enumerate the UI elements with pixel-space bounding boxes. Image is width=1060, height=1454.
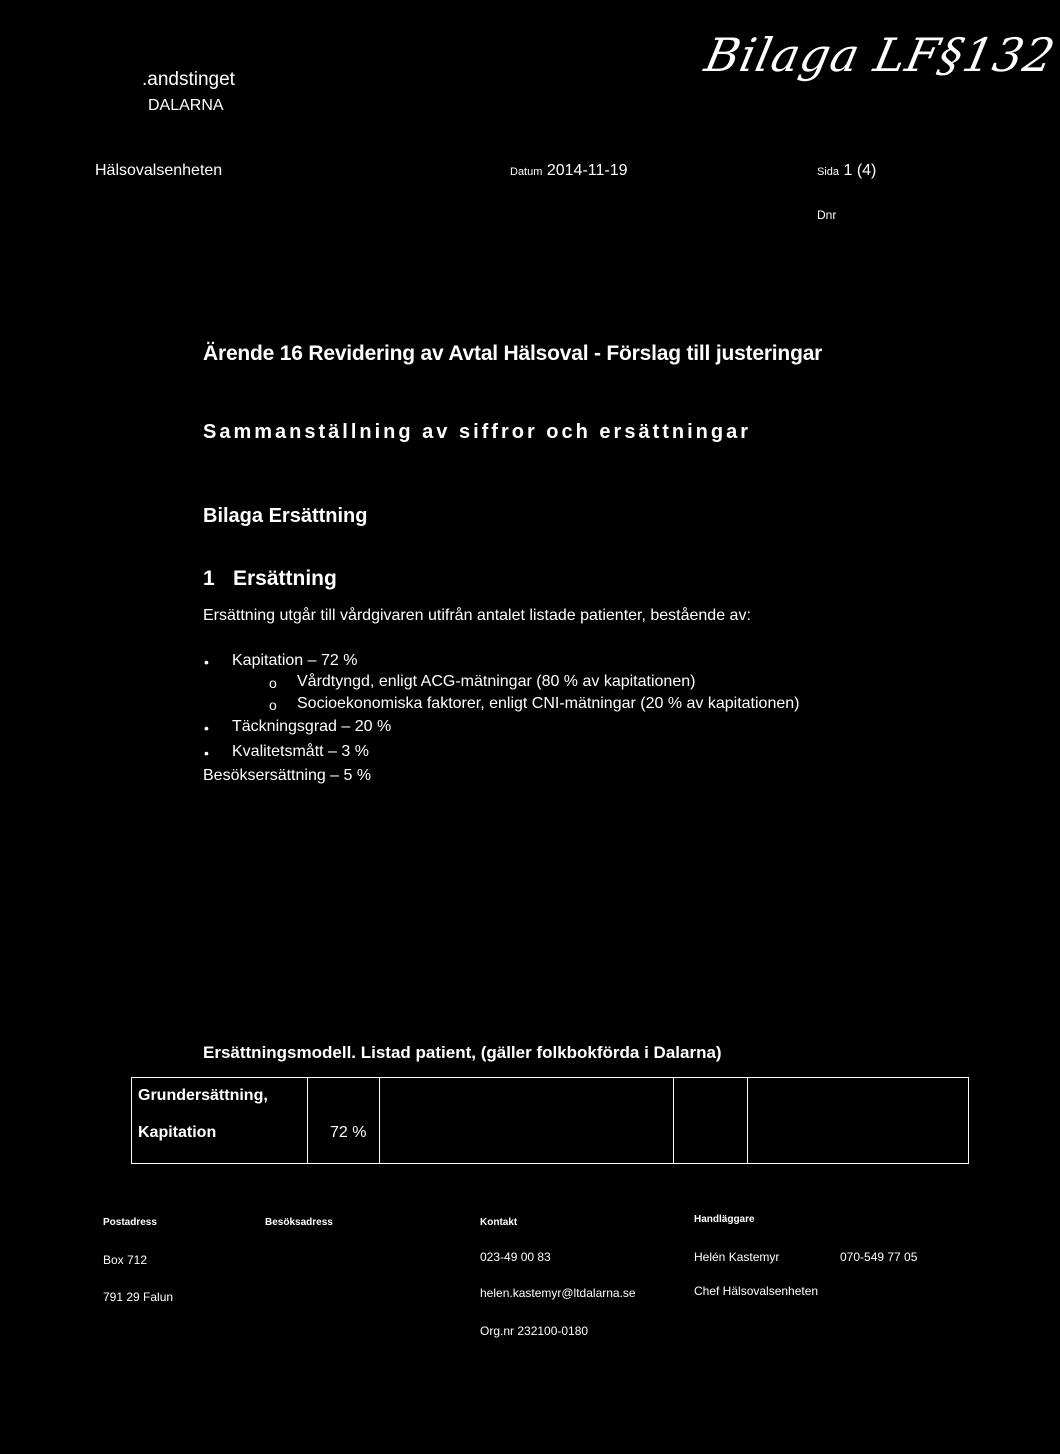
- footer-postnr: 791 29 Falun: [103, 1290, 174, 1304]
- model-caption: Ersättningsmodell. Listad patient, (gäller folkbokförda i Dalarna): [203, 1043, 722, 1062]
- footer-handler-name: Helén Kastemyr: [694, 1250, 780, 1264]
- bullet-marker: •: [204, 720, 209, 736]
- table-cell-label: [132, 1078, 308, 1164]
- date-label: Datum: [510, 166, 543, 178]
- department-name: Hälsovalsenheten: [95, 162, 223, 179]
- footer-postadress-label: Postadress: [103, 1217, 157, 1228]
- list-item: [269, 673, 696, 691]
- page-number: [817, 162, 876, 180]
- row-label-line2: Kapitation: [138, 1124, 217, 1141]
- footer-orgnr: Org.nr 232100-0180: [480, 1324, 589, 1338]
- footer-box: Box 712: [103, 1253, 148, 1267]
- org-logo-line1: .andstinget: [142, 69, 235, 90]
- footer-handler-title: Chef Hälsovalsenheten: [694, 1284, 819, 1298]
- page-label: Sida: [817, 166, 840, 178]
- list-item-text: Täckningsgrad – 20 %: [232, 718, 392, 735]
- footer-besoksadress-label: Besöksadress: [265, 1217, 333, 1228]
- bullet-marker: o: [269, 697, 277, 713]
- table-cell-empty: [380, 1078, 674, 1164]
- table-cell-empty: [674, 1078, 748, 1164]
- list-item: [204, 652, 358, 670]
- row-value: 72 %: [330, 1124, 367, 1141]
- date-field: [510, 162, 628, 180]
- section-intro: Ersättning utgår till vårdgivaren utifrån antalet listade patienter, bestående av:: [203, 607, 751, 624]
- bullet-marker: •: [204, 745, 209, 761]
- page-value: 1 (4): [843, 162, 877, 179]
- document-title: Ärende 16 Revidering av Avtal Hälsoval - Förslag till justeringar: [203, 342, 823, 365]
- cutoff-heading: [203, 415, 763, 443]
- cutoff-heading-text: Sammanställning av siffror och ersättningar: [203, 421, 751, 443]
- org-logo-line2: DALARNA: [148, 97, 224, 114]
- section-title: Ersättning: [233, 567, 337, 590]
- dnr-label: Dnr: [817, 208, 837, 222]
- table-cell-value: [308, 1078, 380, 1164]
- date-value: 2014-11-19: [546, 162, 628, 179]
- list-item: [269, 695, 800, 713]
- list-item-text: Vårdtyngd, enligt ACG-mätningar (80 % av kapitationen): [297, 673, 696, 690]
- list-item: [204, 718, 392, 736]
- table-row: [132, 1078, 969, 1164]
- bullet-marker: o: [269, 675, 277, 691]
- attachment-title: Bilaga Ersättning: [203, 505, 368, 527]
- footer-handlaggare-label: Handläggare: [694, 1214, 755, 1225]
- bullet-marker: •: [204, 654, 209, 670]
- list-item: [204, 743, 369, 761]
- extra-item: Besöksersättning – 5 %: [203, 767, 372, 784]
- list-item-text: Socioekonomiska faktorer, enligt CNI-mätningar (20 % av kapitationen): [297, 695, 800, 712]
- table-cell-empty: [748, 1078, 969, 1164]
- list-item-text: Kapitation – 72 %: [232, 652, 358, 669]
- handwritten-annotation: Bilaga LF§132: [700, 28, 1060, 82]
- section-number: 1: [203, 567, 215, 590]
- list-item-text: Kvalitetsmått – 3 %: [232, 743, 369, 760]
- compensation-table: [131, 1077, 969, 1164]
- footer-kontakt-label: Kontakt: [480, 1217, 518, 1228]
- section-heading: [203, 567, 337, 591]
- footer-handler-phone: 070-549 77 05: [840, 1250, 918, 1264]
- footer-phone: 023-49 00 83: [480, 1250, 551, 1264]
- footer-email: helen.kastemyr@ltdalarna.se: [480, 1286, 636, 1300]
- row-label-line1: Grundersättning,: [138, 1087, 268, 1104]
